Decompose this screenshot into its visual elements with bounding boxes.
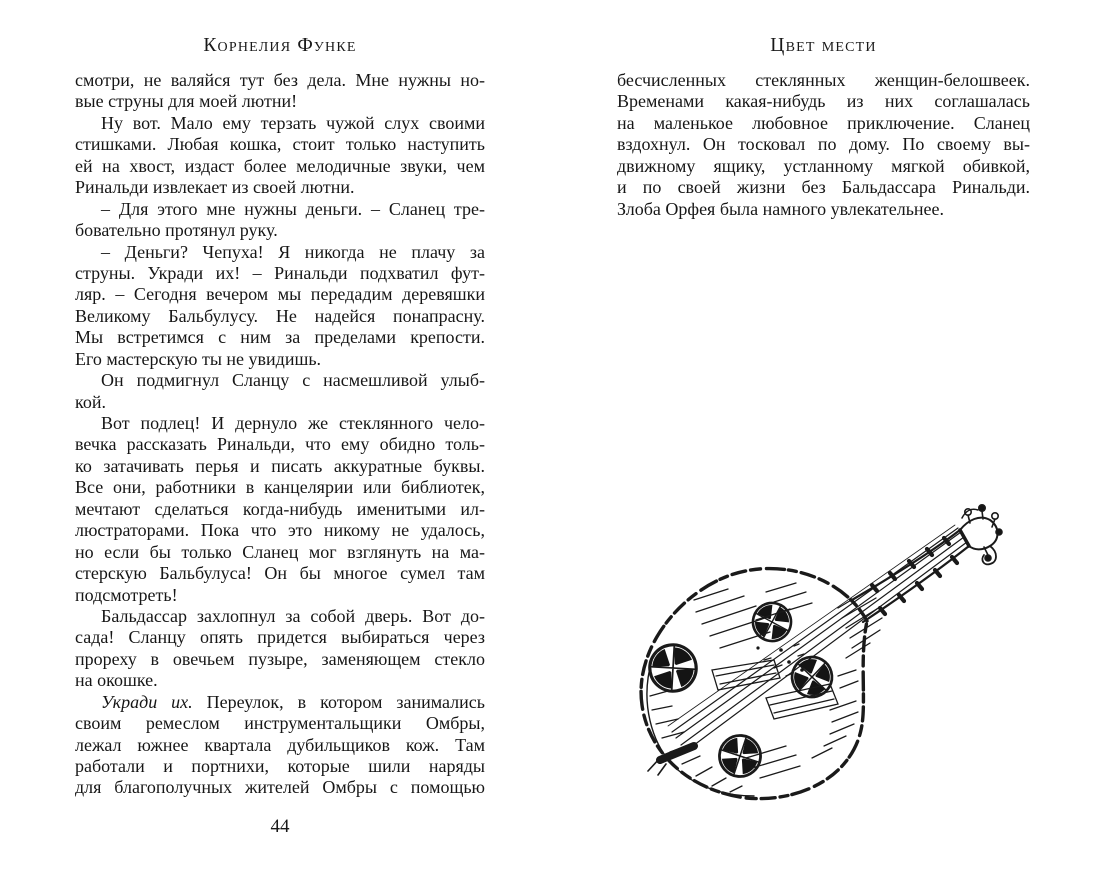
- text-line: вздохнул. Он тосковал по дому. По своему вы-: [617, 134, 1030, 155]
- text-line: лежал южнее квартала дубильщиков кож. Там: [75, 734, 485, 755]
- text-line: вые струны для моей лютни!: [75, 91, 298, 112]
- left-page-text: [75, 70, 485, 799]
- text-line: бесчисленных стеклянных женщин-белошвеек.: [617, 70, 1030, 90]
- text-line: Его мастерскую ты не увидишь.: [75, 348, 322, 369]
- text-line: ко затачивать перья и писать аккуратные буквы.: [75, 455, 485, 476]
- text-line: Все они, работники в канцелярии или библиотек,: [75, 477, 485, 498]
- text-line: для благополучных жителей Омбры с помощью: [75, 777, 485, 798]
- right-running-head: Цвет мести: [770, 35, 877, 56]
- text-line: Великому Бальбулусу. Не надейся понапрасну.: [75, 305, 485, 326]
- text-line: но если бы только Сланец мог взглянуть на ма-: [75, 541, 485, 562]
- right-page-text: [617, 70, 1030, 220]
- text-line: работали и портнихи, которые шили наряды: [75, 756, 485, 776]
- text-line: Бальдассар захлопнул за собой дверь. Вот до-: [101, 605, 485, 626]
- text-line: – Для этого мне нужны деньги. – Сланец тре-: [101, 198, 485, 219]
- page-number: 44: [270, 816, 290, 837]
- text-line: Укради их. Переулок, в котором занимались: [101, 691, 485, 712]
- text-line: смотри, не валяйся тут без дела. Мне нужны но-: [75, 70, 485, 90]
- text-line: Временами какая-нибудь из них соглашалась: [617, 91, 1030, 112]
- text-line: сада! Сланцу опять придется выбираться через: [75, 627, 485, 648]
- text-line: вечка рассказать Ринальди, что ему обидно толь-: [75, 434, 485, 455]
- text-line: Ну вот. Мало ему терзать чужой слух своими: [101, 112, 485, 133]
- text-line: своим ремеслом инструментальщики Омбры,: [75, 713, 485, 734]
- text-line: Он подмигнул Сланцу с насмешливой улыб-: [101, 370, 485, 391]
- text-line: Злоба Орфея была намного увлекательнее.: [617, 198, 945, 219]
- text-line: и по своей жизни без Бальдассара Ринальди.: [617, 177, 1030, 198]
- text-line: стерскую Бальбулуса! Он бы многое сумел там: [75, 563, 485, 584]
- text-line: на маленькое любовное приключение. Сланец: [617, 112, 1030, 133]
- text-line: мечтают сделаться когда-нибудь именитыми ил-: [75, 498, 485, 519]
- text-line: движному ящику, устланному мягкой обивкой,: [617, 155, 1030, 176]
- text-line: Вот подлец! И дернуло же стеклянного чело-: [101, 413, 485, 433]
- text-line: на окошке.: [75, 670, 158, 691]
- text-line: подсмотреть!: [75, 584, 178, 605]
- text-line: струны. Укради их! – Ринальди подхватил фут-: [75, 262, 485, 283]
- text-line: ляр. – Сегодня вечером мы передадим деревяшки: [75, 284, 485, 305]
- lute-illustration: [616, 500, 1008, 808]
- text-line: – Деньги? Чепуха! Я никогда не плачу за: [101, 241, 485, 262]
- text-line: Ринальди извлекает из своей лютни.: [75, 177, 355, 198]
- left-running-head: Корнелия Функе: [203, 35, 357, 56]
- lute-drawing-svg: [616, 500, 1008, 808]
- text-line: бовательно протянул руку.: [75, 220, 278, 241]
- text-line: ей на хвост, издаст более мелодичные звуки, чем: [75, 155, 485, 176]
- text-line: стишками. Любая кошка, стоит только наступить: [75, 134, 485, 155]
- text-line: люстраторами. Пока что это никому не удалось,: [75, 520, 485, 541]
- text-line: кой.: [75, 391, 106, 412]
- text-line: прореху в овечьем пузыре, заменяющем стекло: [75, 648, 485, 669]
- text-line: Мы встретимся с ним за пределами крепости.: [75, 327, 485, 348]
